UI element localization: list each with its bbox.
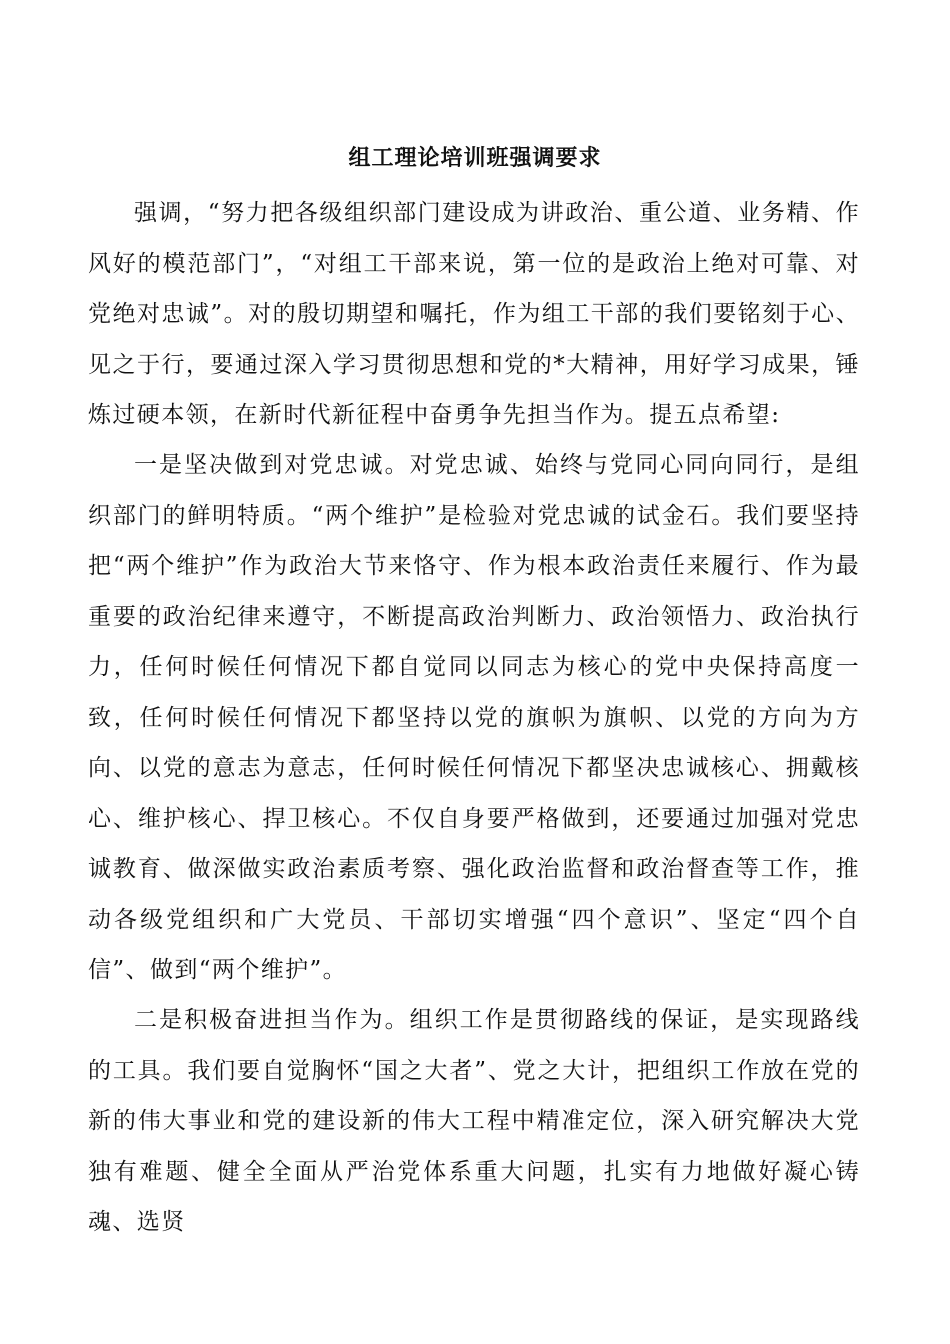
document-title: 组工理论培训班强调要求: [348, 146, 602, 171]
paragraph-intro: 强调，“努力把各级组织部门建设成为讲政治、重公道、业务精、作风好的模范部门”，“对组工干部来说，第一位的是政治上绝对可靠、对党绝对忠诚”。对的殷切期望和嘱托，作为组工干部的我们要铭刻于心、见之于行，要通过深入学习贯彻思想和党的*大精神，用好学习成果，锤炼过硬本领，在新时代新征程中奋勇争先担当作为。提五点希望:: [88, 200, 860, 428]
paragraph-point-two: 二是积极奋进担当作为。组织工作是贯彻路线的保证，是实现路线的工具。我们要自觉胸怀“国之大者”、党之大计，把组织工作放在党的新的伟大事业和党的建设新的伟大工程中精准定位，深入研究解决大党独有难题、健全全面从严治党体系重大问题，扎实有力地做好凝心铸魂、选贤: [88, 1007, 860, 1235]
paragraph-point-one: 一是坚决做到对党忠诚。对党忠诚、始终与党同心同向同行，是组织部门的鲜明特质。“两个维护”是检验对党忠诚的试金石。我们要坚持把“两个维护”作为政治大节来恪守、作为根本政治责任来履行、作为最重要的政治纪律来遵守，不断提高政治判断力、政治领悟力、政治执行力，任何时候任何情况下都自觉同以同志为核心的党中央保持高度一致，任何时候任何情况下都坚持以党的旗帜为旗帜、以党的方向为方向、以党的意志为意志，任何时候任何情况下都坚决忠诚核心、拥戴核心、维护核心、捍卫核心。不仅自身要严格做到，还要通过加强对党忠诚教育、做深做实政治素质考察、强化政治监督和政治督查等工作，推动各级党组织和广大党员、干部切实增强“四个意识”、坚定“四个自信”、做到“两个维护”。: [88, 452, 860, 983]
